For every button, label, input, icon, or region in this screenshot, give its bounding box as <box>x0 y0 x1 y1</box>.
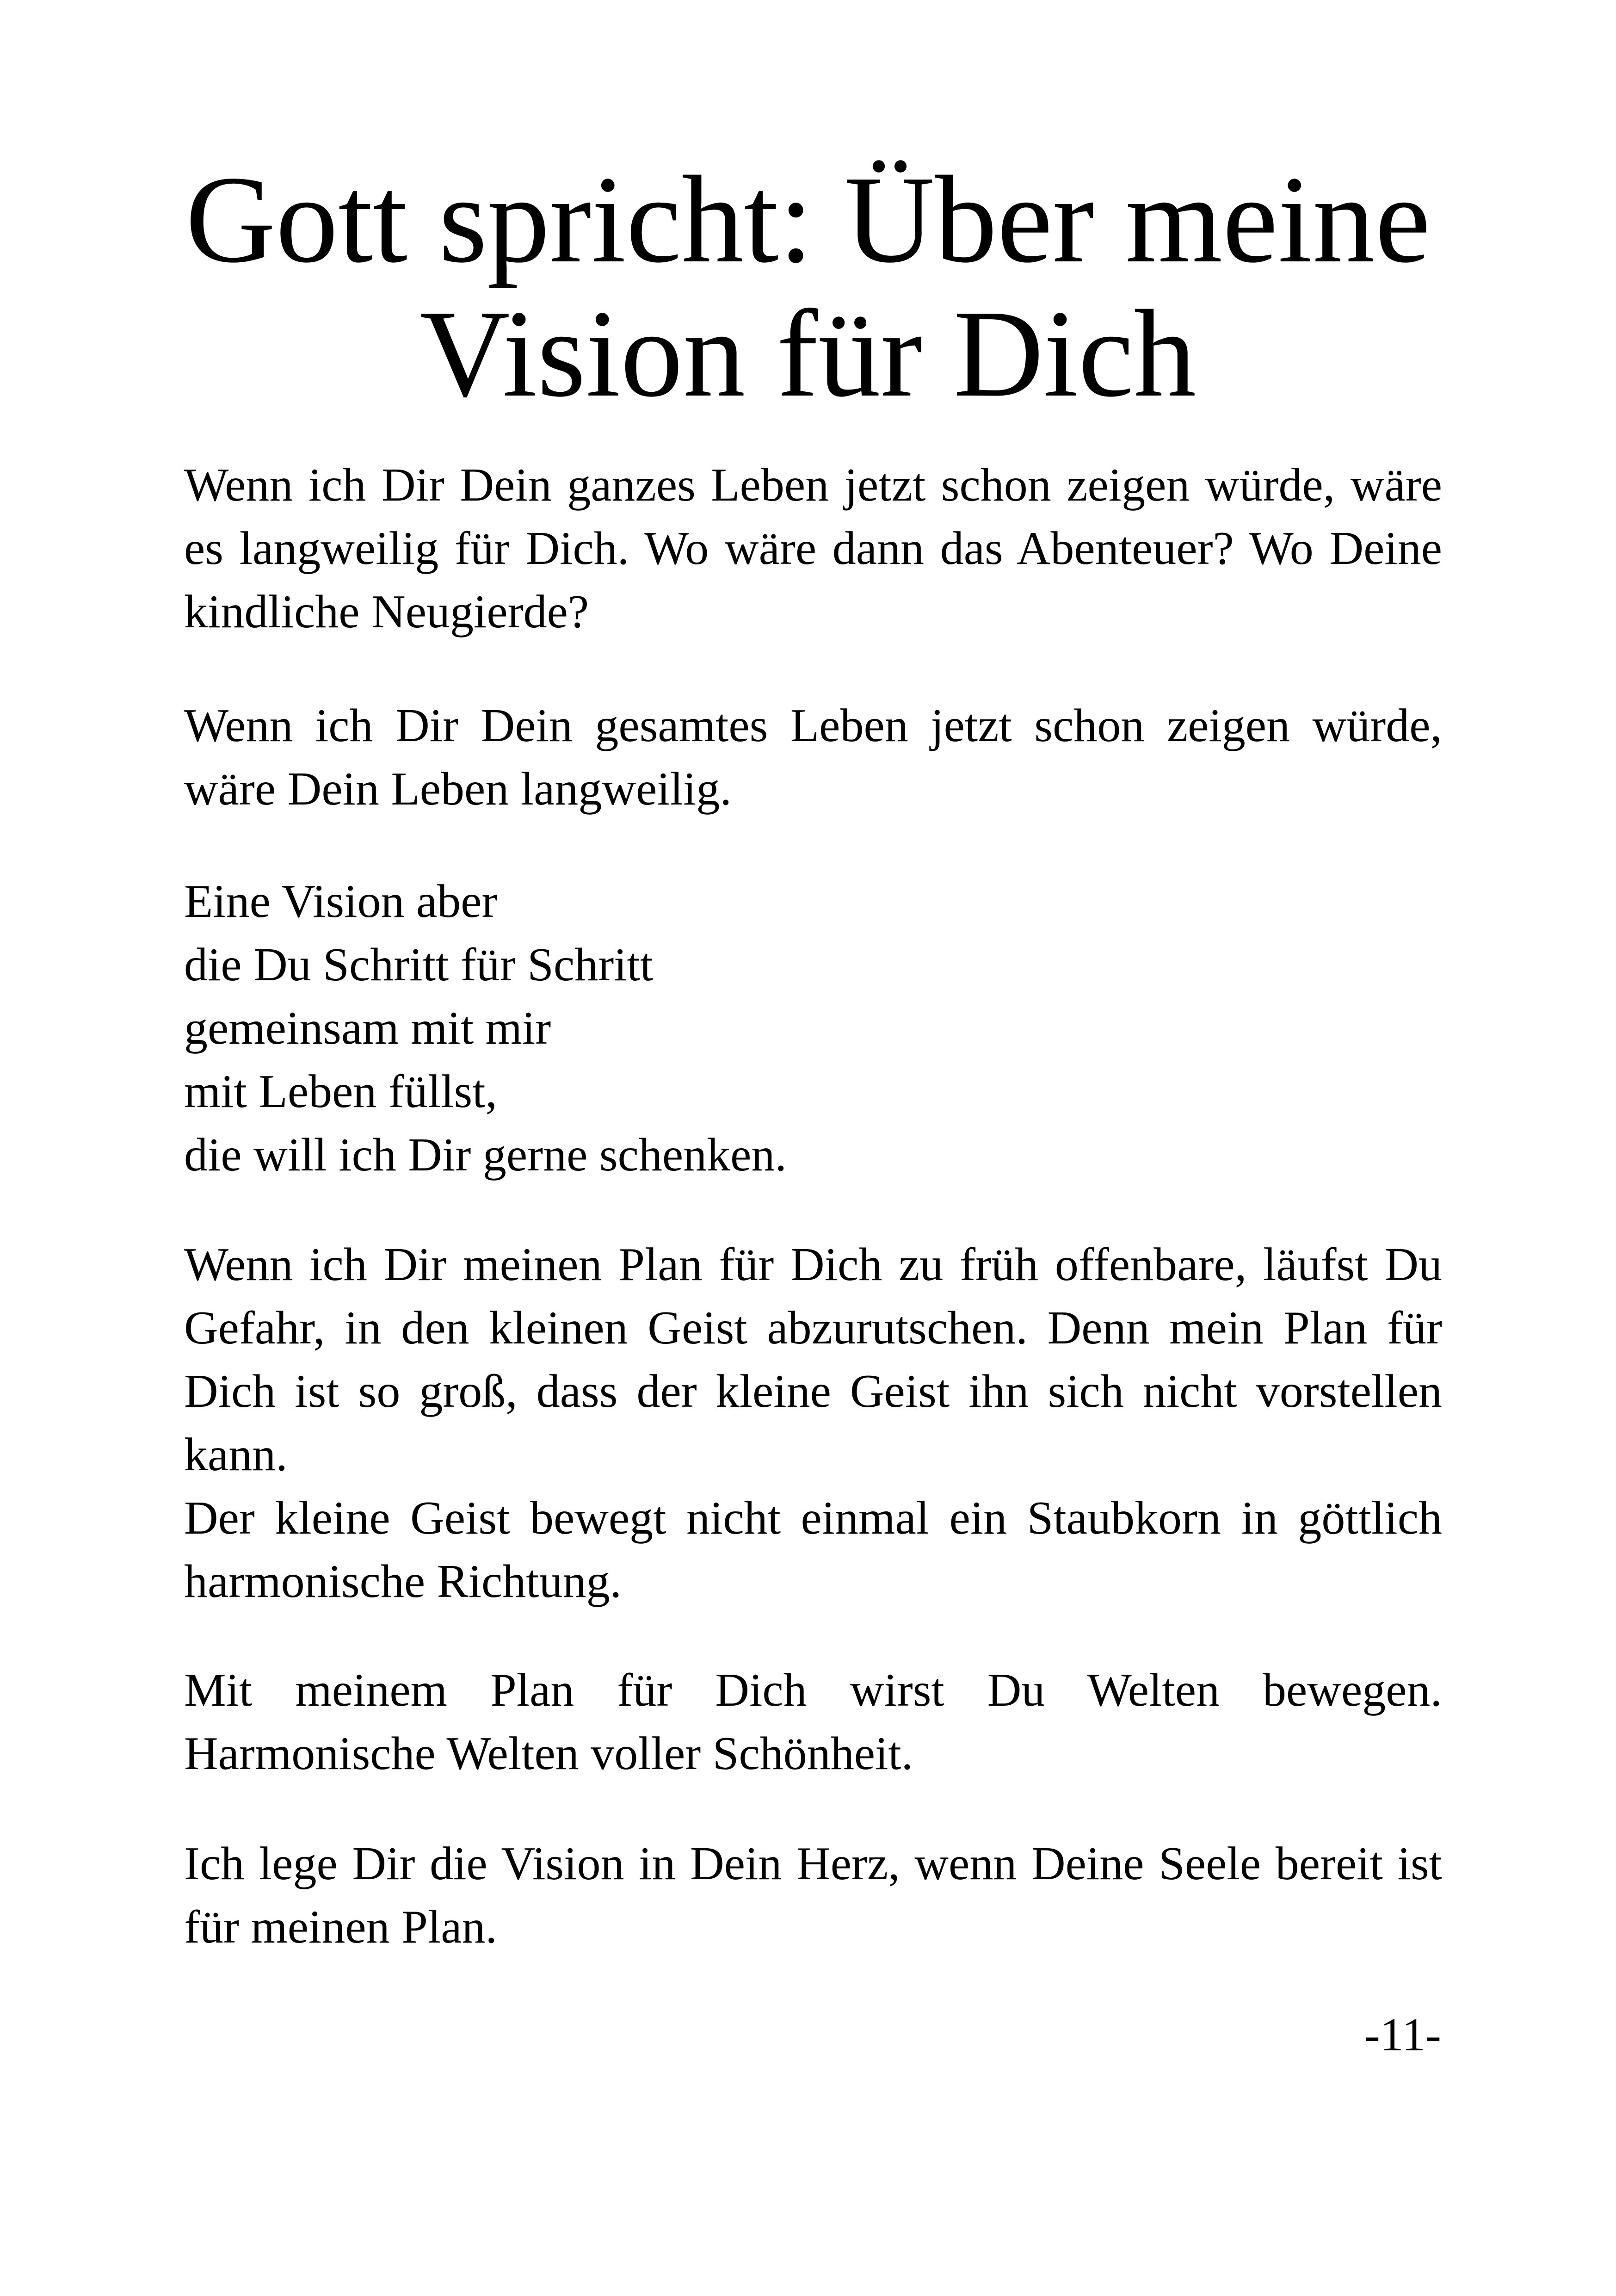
page-title <box>176 150 1440 423</box>
paragraph-1 <box>184 453 1442 644</box>
paragraph-2 <box>184 694 1442 821</box>
text-line: die Du Schritt für Schritt <box>184 939 654 991</box>
text-line: Eine Vision aber <box>184 875 498 928</box>
paragraph-3-verse <box>184 870 1442 1187</box>
text-line: Der kleine Geist bewegt nicht einmal ein Staubkorn in göttlich <box>184 1492 1442 1544</box>
text-line: harmonische Richtung. <box>184 1555 622 1608</box>
text-line: Dich ist so groß, dass der kleine Geist ihn sich nicht vorstellen <box>184 1365 1442 1417</box>
text-line: kindliche Neugierde? <box>184 586 589 638</box>
paragraph-5 <box>184 1659 1442 1785</box>
text-line: Gefahr, in den kleinen Geist abzurutschen. Denn mein Plan für <box>184 1302 1442 1354</box>
text-line: Harmonische Welten voller Schönheit. <box>184 1727 913 1780</box>
text-line: mit Leben füllst, <box>184 1065 498 1118</box>
paragraph-4 <box>184 1233 1442 1613</box>
text-line: die will ich Dir gerne schenken. <box>184 1129 787 1181</box>
text-line: für meinen Plan. <box>184 1901 497 1953</box>
text-line: Wenn ich Dir meinen Plan für Dich zu früh offenbare, läufst Du <box>184 1238 1442 1291</box>
title-line-1: Gott spricht: Über meine <box>185 150 1431 289</box>
text-line: wäre Dein Leben langweilig. <box>184 763 732 815</box>
text-line: Ich lege Dir die Vision in Dein Herz, wenn Deine Seele bereit ist <box>184 1838 1442 1890</box>
text-line: Wenn ich Dir Dein gesamtes Leben jetzt schon zeigen würde, <box>184 699 1442 752</box>
text-line: es langweilig für Dich. Wo wäre dann das Abenteuer? Wo Deine <box>184 522 1442 575</box>
text-line: Wenn ich Dir Dein ganzes Leben jetzt schon zeigen würde, wäre <box>184 459 1442 511</box>
paragraph-6 <box>184 1832 1442 1959</box>
text-line: gemeinsam mit mir <box>184 1002 551 1054</box>
text-line: kann. <box>184 1429 288 1481</box>
text-line: Mit meinem Plan für Dich wirst Du Welten bewegen. <box>184 1664 1442 1716</box>
page-number: -11- <box>1364 2009 1441 2061</box>
title-line-2: Vision für Dich <box>419 285 1197 423</box>
